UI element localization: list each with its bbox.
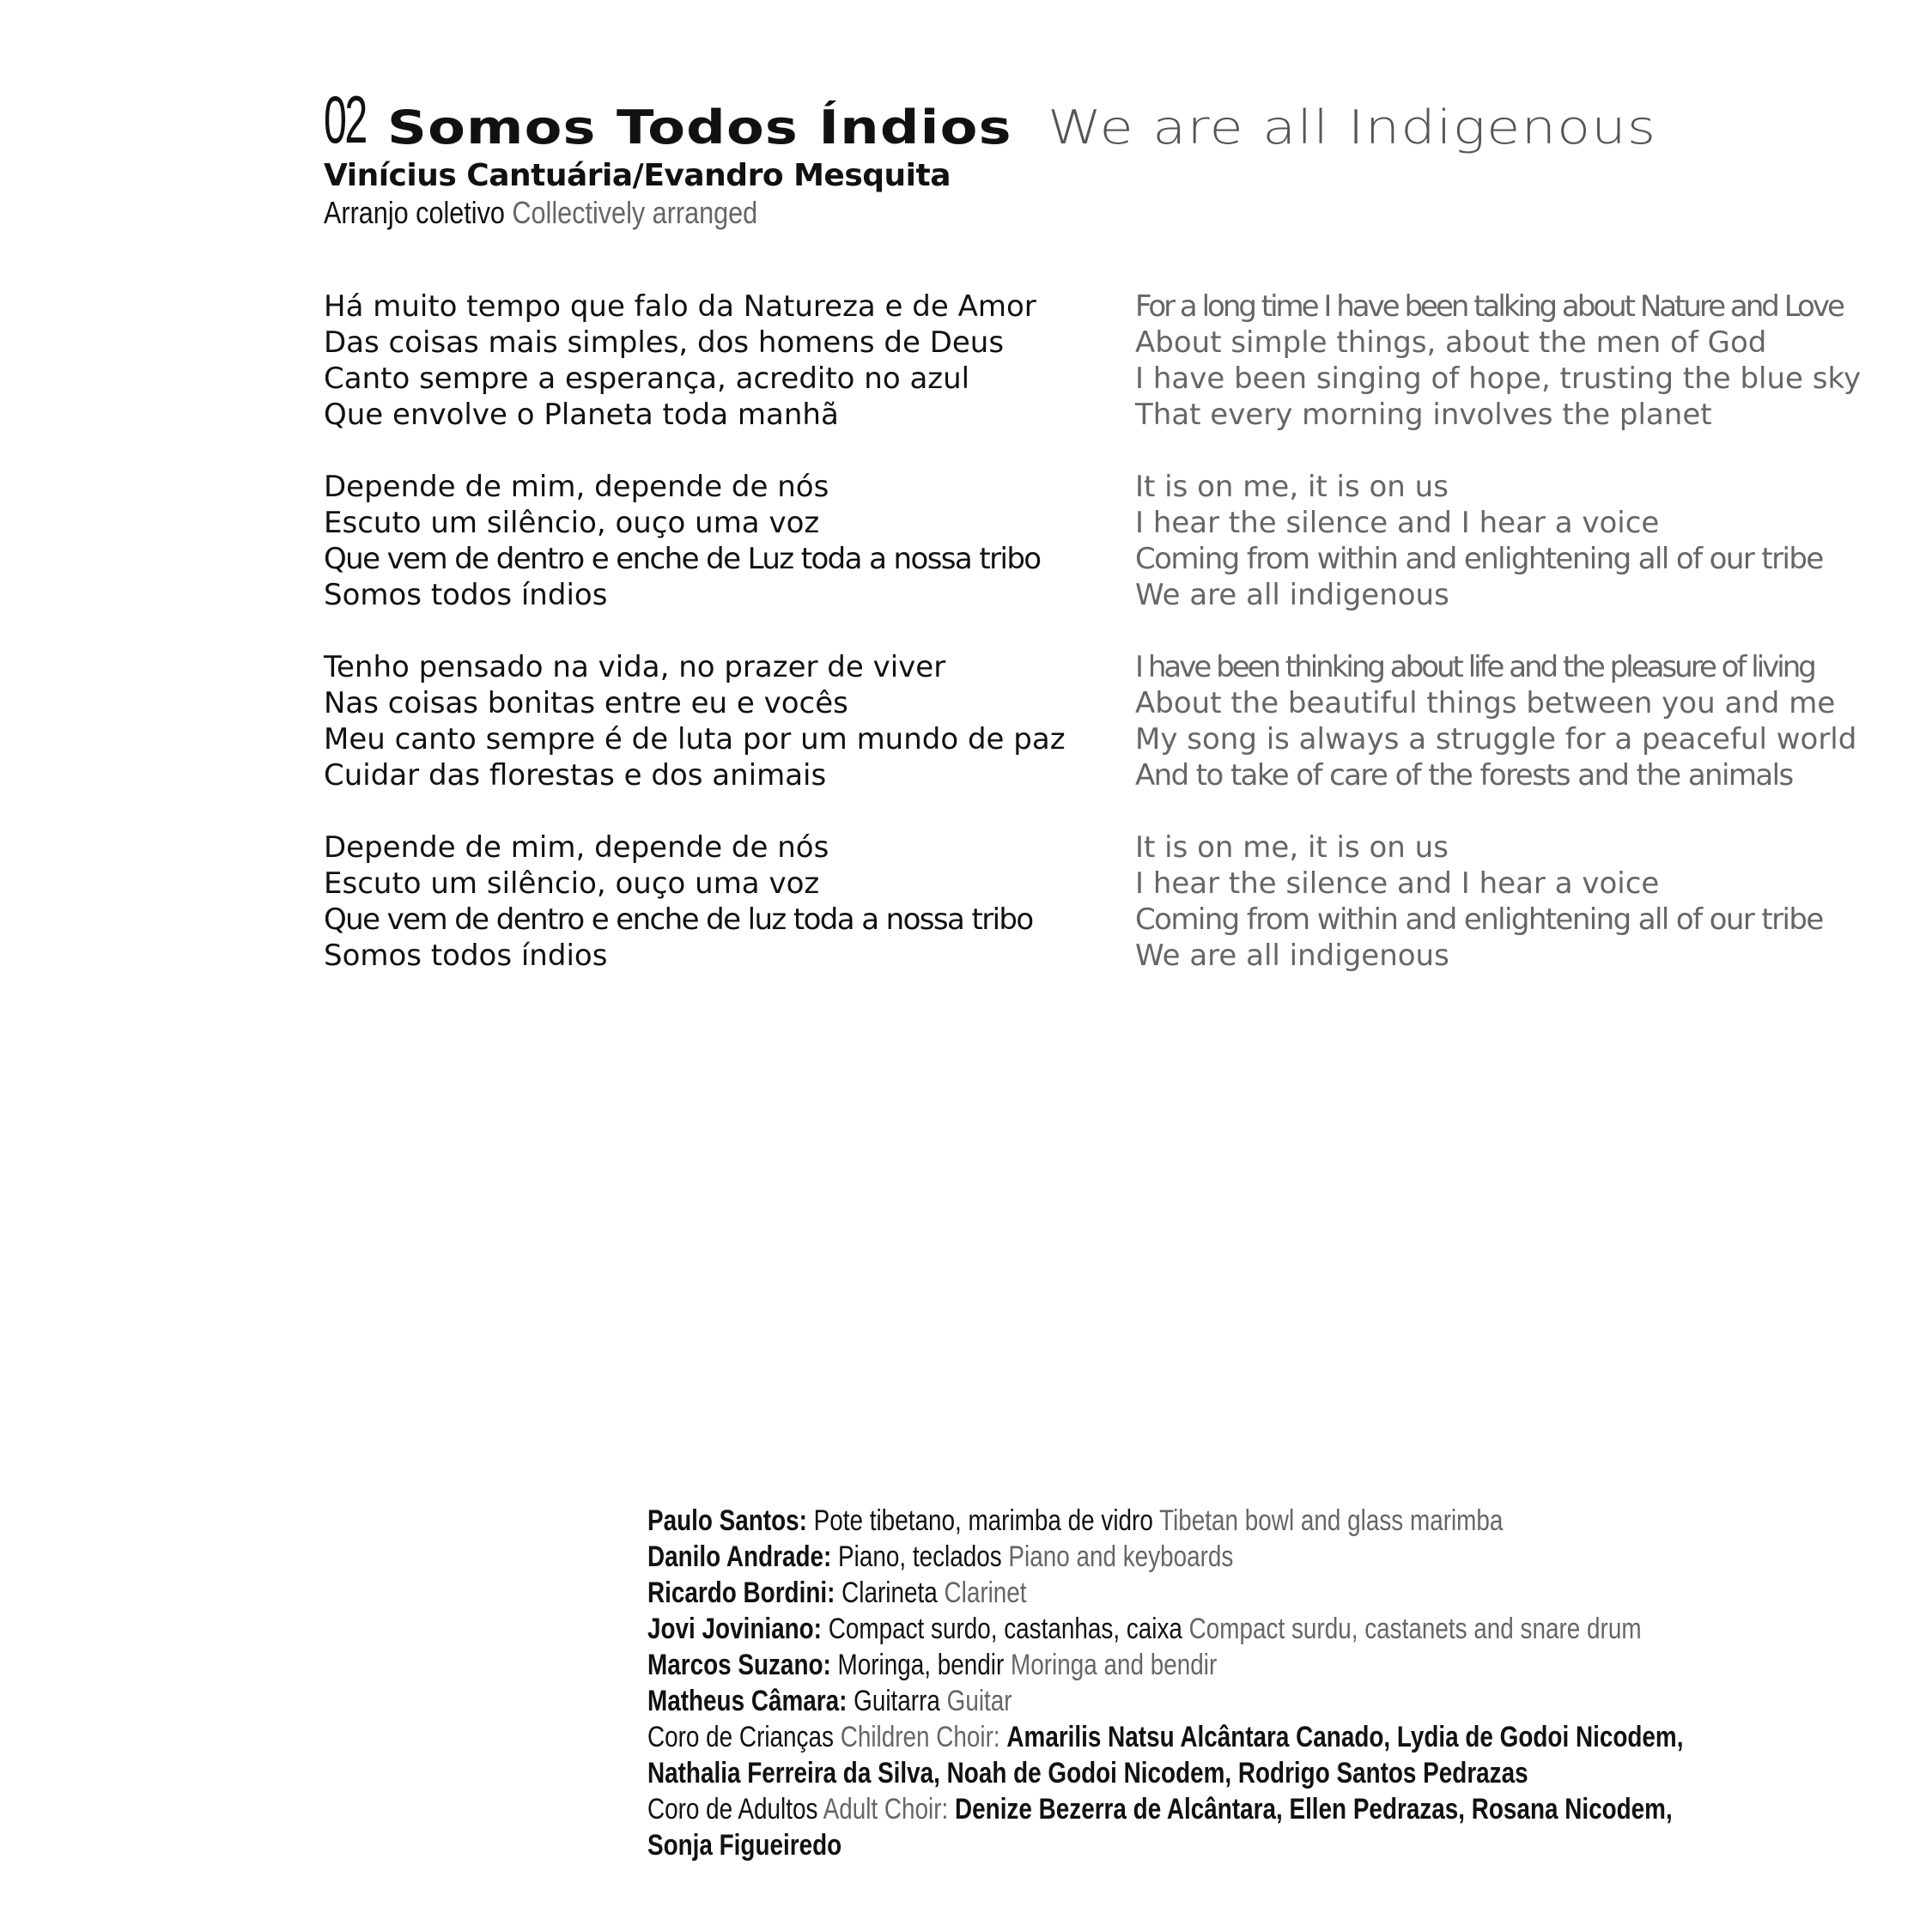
lyric-line: Que vem de dentro e enche de luz toda a nossa tribo (324, 902, 1033, 937)
musician-name: Matheus Câmara: (647, 1685, 848, 1717)
song-title-pt: Somos Todos Índios (387, 100, 1012, 155)
lyric-line: We are all indigenous (1135, 939, 1449, 973)
arrangement-pt: Arranjo coletivo (324, 195, 505, 230)
lyric-line: Depende de mim, depende de nós (324, 830, 829, 865)
lyric-line: Nas coisas bonitas entre eu e vocês (324, 686, 848, 720)
instrument-en: Piano and keyboards (1008, 1540, 1234, 1573)
song-title-en: We are all Indigenous (1048, 100, 1657, 155)
lyric-line: Escuto um silêncio, ouço uma voz (324, 506, 820, 540)
musician-name: Danilo Andrade: (647, 1540, 832, 1573)
stanza (324, 649, 1066, 793)
adult-choir-pt: Coro de Adultos (647, 1793, 818, 1826)
composers: Vinícius Cantuária/Evandro Mesquita (324, 158, 951, 193)
musician-name: Ricardo Bordini: (647, 1577, 835, 1609)
adult-choir-line (647, 1791, 1850, 1827)
children-choir-line-2 (647, 1755, 1850, 1791)
stanza (1135, 829, 1861, 974)
credit-line (647, 1683, 1850, 1719)
lyric-line: About simple things, about the men of God (1135, 325, 1767, 360)
instrument-en: Clarinet (944, 1577, 1027, 1609)
children-choir-pt: Coro de Crianças (647, 1721, 834, 1753)
lyric-line: My song is always a struggle for a peaceful world (1135, 722, 1857, 756)
lyrics-english (1135, 289, 1861, 1010)
lyric-line: About the beautiful things between you and me (1135, 686, 1836, 720)
children-choir-en: Children Choir: (840, 1721, 1000, 1753)
instrument-en: Moringa and bendir (1011, 1649, 1218, 1681)
lyric-line: Coming from within and enlightening all of our tribe (1135, 902, 1823, 937)
lyric-line: We are all indigenous (1135, 578, 1449, 612)
instrument-en: Tibetan bowl and glass marimba (1159, 1504, 1504, 1537)
lyric-line: I have been singing of hope, trusting the blue sky (1135, 361, 1862, 396)
lyric-line: Meu canto sempre é de luta por um mundo de paz (324, 722, 1066, 756)
lyric-line: Somos todos índios (324, 578, 608, 612)
lyric-line: Que vem de dentro e enche de Luz toda a nossa tribo (324, 542, 1041, 576)
lyric-line: I have been thinking about life and the pleasure of living (1135, 650, 1814, 684)
lyric-line: It is on me, it is on us (1135, 830, 1449, 865)
arrangement (324, 195, 1637, 231)
adult-choir-en: Adult Choir: (823, 1793, 949, 1826)
lyric-line: Coming from within and enlightening all of our tribe (1135, 542, 1823, 576)
lyric-line: I hear the silence and I hear a voice (1135, 506, 1660, 540)
credit-line (647, 1539, 1850, 1575)
lyric-line: It is on me, it is on us (1135, 470, 1449, 504)
credit-line (647, 1611, 1850, 1647)
musician-name: Paulo Santos: (647, 1504, 807, 1537)
stanza (1135, 289, 1861, 433)
lyrics-portuguese (324, 289, 1066, 1010)
instrument-pt: Pote tibetano, marimba de vidro (813, 1504, 1153, 1537)
song-header (324, 84, 1869, 231)
stanza (324, 469, 1066, 613)
children-choir-names: Amarilis Natsu Alcântara Canado, Lydia de Godoi Nicodem, (1006, 1721, 1684, 1753)
instrument-pt: Guitarra (854, 1685, 940, 1717)
lyric-line: Escuto um silêncio, ouço uma voz (324, 866, 820, 901)
title-line (324, 82, 1869, 157)
instrument-pt: Compact surdo, castanhas, caixa (828, 1613, 1182, 1645)
credit-line (647, 1647, 1850, 1683)
lyric-line: Depende de mim, depende de nós (324, 470, 829, 504)
lyric-line: Que envolve o Planeta toda manhã (324, 398, 839, 432)
track-number: 02 (324, 82, 366, 157)
lyric-line: Cuidar das florestas e dos animais (324, 758, 827, 793)
credit-line (647, 1575, 1850, 1611)
musician-name: Jovi Joviniano: (647, 1613, 822, 1645)
lyric-line: Das coisas mais simples, dos homens de Deus (324, 325, 1005, 360)
lyric-line: And to take of care of the forests and the animals (1135, 758, 1793, 793)
instrument-en: Guitar (946, 1685, 1012, 1717)
children-choir-names-cont: Nathalia Ferreira da Silva, Noah de Godoi Nicodem, Rodrigo Santos Pedrazas (647, 1757, 1528, 1789)
adult-choir-line-2 (647, 1827, 1850, 1863)
lyric-line: For a long time I have been talking about Nature and Love (1135, 289, 1843, 324)
instrument-pt: Moringa, bendir (837, 1649, 1005, 1681)
instrument-pt: Clarineta (841, 1577, 938, 1609)
instrument-en: Compact surdu, castanets and snare drum (1188, 1613, 1642, 1645)
children-choir-line (647, 1719, 1850, 1755)
lyric-line: Tenho pensado na vida, no prazer de viver (324, 650, 946, 684)
stanza (324, 829, 1066, 974)
musician-name: Marcos Suzano: (647, 1649, 831, 1681)
adult-choir-names: Denize Bezerra de Alcântara, Ellen Pedrazas, Rosana Nicodem, (955, 1793, 1673, 1826)
lyric-line: Canto sempre a esperança, acredito no azul (324, 361, 970, 396)
lyric-line: Há muito tempo que falo da Natureza e de Amor (324, 289, 1036, 324)
lyric-line: Somos todos índios (324, 939, 608, 973)
musician-credits (647, 1503, 1850, 1863)
adult-choir-names-cont: Sonja Figueiredo (647, 1829, 842, 1862)
stanza (1135, 469, 1861, 613)
stanza (1135, 649, 1861, 793)
stanza (324, 289, 1066, 433)
instrument-pt: Piano, teclados (838, 1540, 1002, 1573)
arrangement-en: Collectively arranged (512, 195, 758, 230)
lyric-line: That every morning involves the planet (1135, 398, 1712, 432)
lyric-line: I hear the silence and I hear a voice (1135, 866, 1660, 901)
credit-line (647, 1503, 1850, 1539)
